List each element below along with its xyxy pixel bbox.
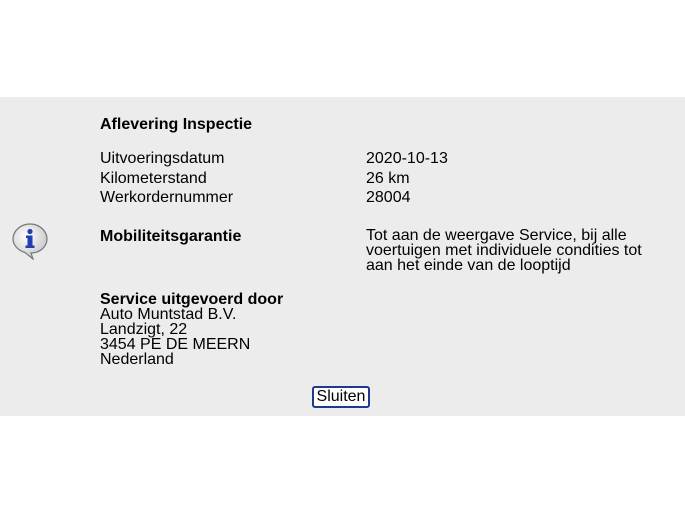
work-order-label: Werkordernummer bbox=[100, 189, 234, 206]
service-line-street: Landzigt, 22 bbox=[100, 321, 188, 338]
execution-date-value: 2020-10-13 bbox=[366, 150, 448, 167]
guarantee-text: Tot aan de weergave Service, bij alle voertuigen met individuele condities tot aan het einde van de looptijd bbox=[366, 227, 642, 274]
service-line-country: Nederland bbox=[100, 351, 174, 368]
service-line-name: Auto Muntstad B.V. bbox=[100, 306, 237, 323]
service-line-postal: 3454 PE DE MEERN bbox=[100, 336, 251, 353]
mileage-label: Kilometerstand bbox=[100, 170, 207, 187]
execution-date-label: Uitvoeringsdatum bbox=[100, 150, 225, 167]
dialog-title: Aflevering Inspectie bbox=[100, 116, 253, 133]
close-button[interactable]: Sluiten bbox=[312, 386, 370, 408]
service-heading: Service uitgevoerd door bbox=[100, 291, 284, 308]
mileage-value: 26 km bbox=[366, 170, 410, 187]
info-icon bbox=[11, 222, 49, 260]
work-order-value: 28004 bbox=[366, 189, 411, 206]
guarantee-label: Mobiliteitsgarantie bbox=[100, 228, 242, 245]
service-provider bbox=[100, 292, 283, 367]
